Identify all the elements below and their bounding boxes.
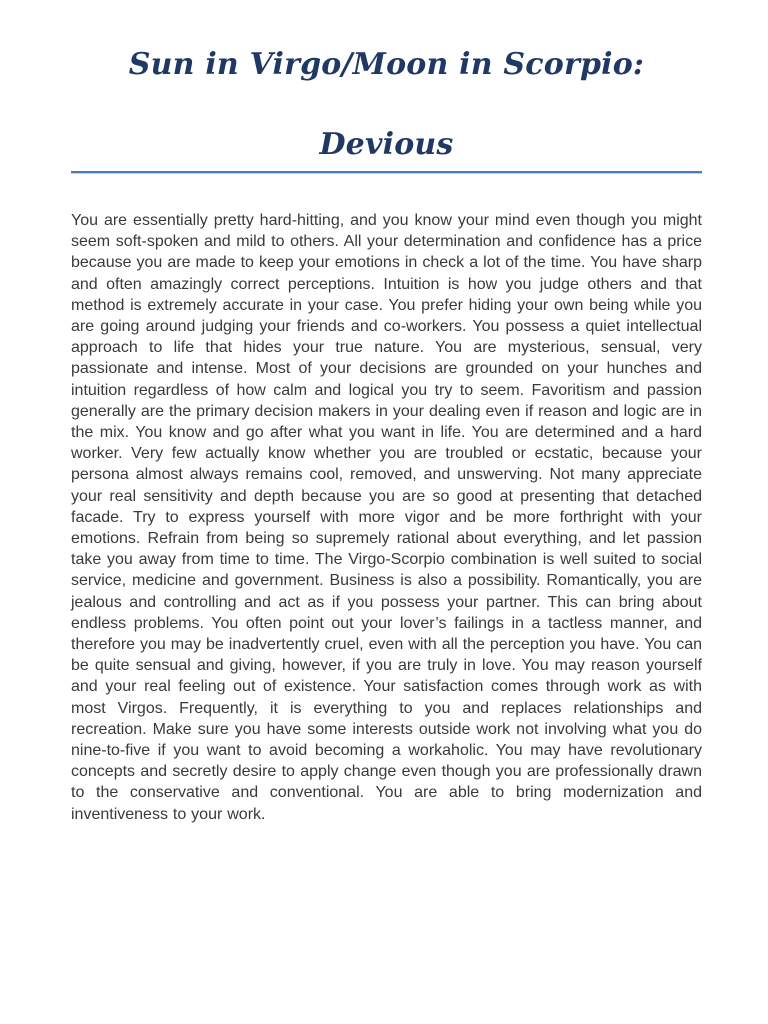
document-subtitle: Devious xyxy=(319,127,454,162)
body-paragraph: You are essentially pretty hard-hitting, and you know your mind even though you might seem soft-spoken and mild to others. All your determination and confidence has a price because you are made to keep your emotions in check a lot of the time. You have sharp and often amazingly correct perceptions. Intuition is how you judge others and that method is extremely accurate in your case. You prefer hiding your own being while you are going around judging your friends and co-workers. You possess a quiet intellectual approach to life that hides your true nature. You are mysterious, sensual, very passionate and intense. Most of your decisions are grounded on your hunches and intuition regardless of how calm and logical you try to seem. Favoritism and passion generally are the primary decision makers in your dealing even if reason and logic are in the mix. You know and go after what you want in life. You are determined and a hard worker. Very few actually know whether you are troubled or ecstatic, because your persona almost always remains cool, removed, and unswerving. Not many appreciate your real sensitivity and depth because you are so good at presenting that detached facade. Try to express yourself with more vigor and be more forthright with your emotions. Refrain from being so supremely rational about everything, and let passion take you away from time to time. The Virgo-Scorpio combination is well suited to social service, medicine and government. Business is also a possibility. Romantically, you are jealous and controlling and act as if you possess your partner. This can bring about endless problems. You often point out your lover’s failings in a tactless manner, and therefore you may be inadvertently cruel, even with all the perception you have. You can be quite sensual and giving, however, if you are truly in love. You may reason yourself and your real feeling out of existence. Your satisfaction comes through work as with most Virgos. Frequently, it is everything to you and replaces relationships and recreation. Make sure you have some interests outside work not involving what you do nine-to-five if you want to avoid becoming a workaholic. You may have revolutionary concepts and secretly desire to apply change even though you are professionally drawn to the conservative and conventional. You are able to bring modernization and inventiveness to your work. xyxy=(71,212,702,823)
title-divider-rule xyxy=(71,171,702,173)
document-title: Sun in Virgo/Moon in Scorpio: xyxy=(128,47,645,82)
